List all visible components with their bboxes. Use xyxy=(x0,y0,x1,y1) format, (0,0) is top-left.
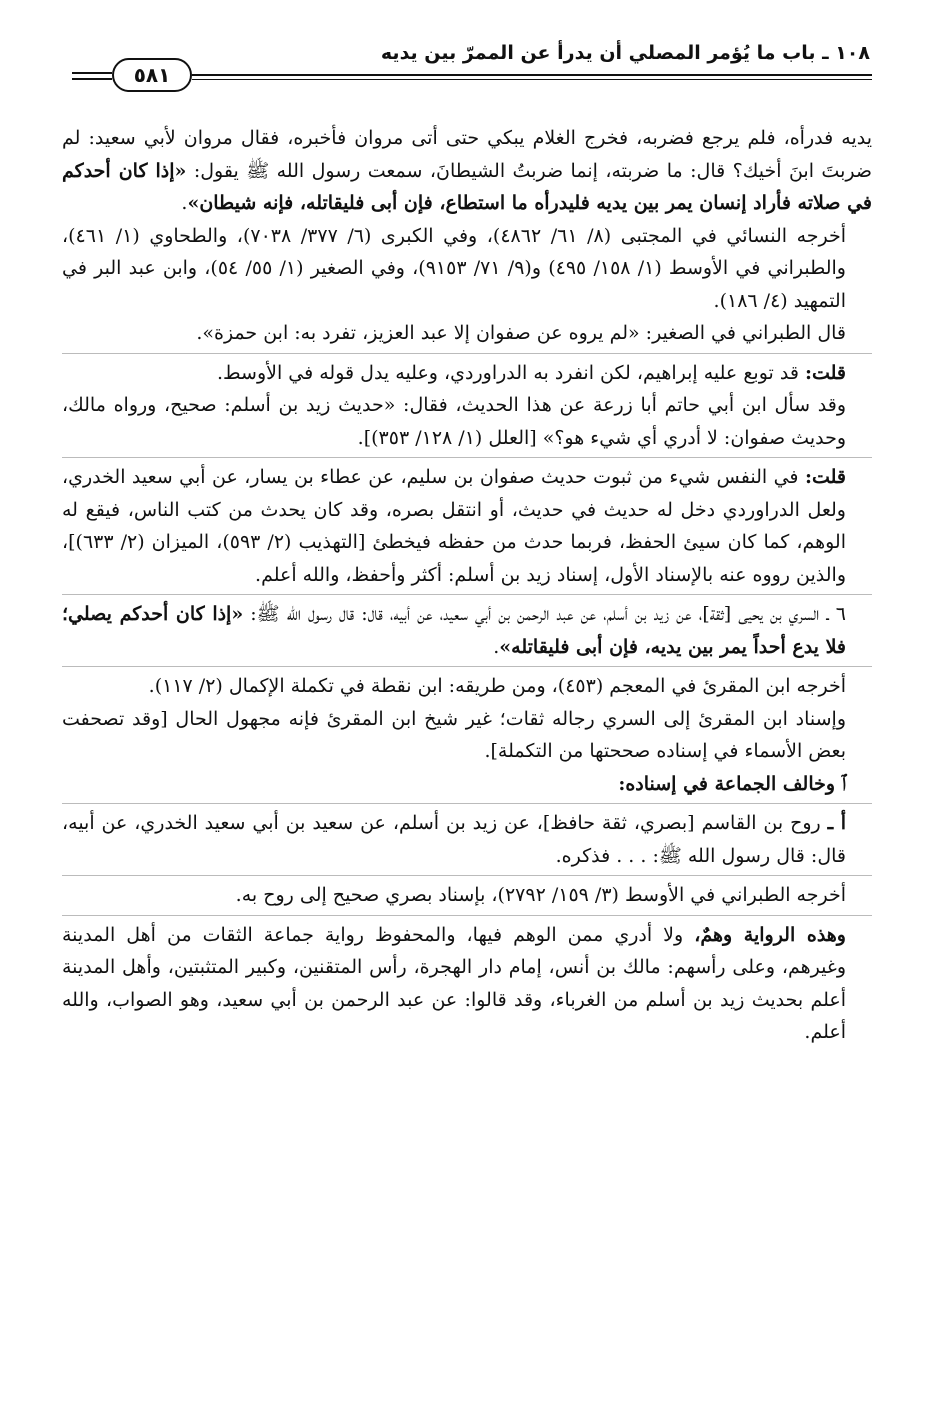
page-number-badge: ٥٨١ xyxy=(112,58,192,92)
text-run: يديه فدرأه، فلم يرجع فضربه، فخرج الغلام يبكي حتى أتى مروان فأخبره، فقال مروان لأبي سعيد: لم ضربتَ ابنَ أخيك؟ قال: ما ضربته، إنما ضربتُ الشيطانَ، سمعت رسول الله ﷺ يقول: xyxy=(62,127,872,182)
text-run: وإسناد ابن المقرئ إلى السري رجاله ثقات؛ غير شيخ ابن المقرئ فإنه مجهول الحال [وقد تصحفت بعض الأسماء في إسناده صححتها من التكملة]. xyxy=(62,707,846,762)
bold-text: قلت: xyxy=(804,361,846,384)
paragraph xyxy=(62,670,872,703)
paragraph xyxy=(62,919,872,1049)
text-run: قد توبع عليه إبراهيم، لكن انفرد به الدراوردي، وعليه يدل قوله في الأوسط. xyxy=(216,361,805,384)
paragraph xyxy=(62,220,872,318)
bold-text: «إذا كان أحدكم في صلاته فأراد إنسان يمر بين يديه فليدرأه ما استطاع، فإن أبى فليقاتله، فإنه شيطان» xyxy=(62,159,872,214)
header-rule xyxy=(192,74,872,76)
text-run: أخرجه ابن المقرئ في المعجم (٤٥٣)، ومن طريقه: ابن نقطة في تكملة الإكمال (٢/ ١١٧). xyxy=(148,675,846,697)
paragraph xyxy=(62,317,872,350)
paragraph xyxy=(62,807,872,872)
text-run: . xyxy=(493,635,500,658)
badge-line-top xyxy=(72,72,112,74)
paragraph xyxy=(62,768,872,801)
text-run: أخرجه الطبراني في الأوسط (٣/ ١٥٩/ ٢٧٩٢)، بإسناد بصري صحيح إلى روح به. xyxy=(235,884,846,906)
header-rule-thin xyxy=(192,79,872,80)
text-run: قال الطبراني في الصغير: «لم يروه عن صفوان إلا عبد العزيز، تفرد به: ابن حمزة». xyxy=(196,322,846,344)
bold-text: «إذا كان أحدكم يصلي؛ فلا يدع أحداً يمر بين يديه، فإن أبى فليقاتله» xyxy=(62,603,846,658)
page-body xyxy=(62,122,872,1049)
paragraph xyxy=(62,357,872,390)
paragraph xyxy=(62,122,872,220)
paragraph xyxy=(62,461,872,591)
text-run: في النفس شيء من ثبوت حديث صفوان بن سليم، عن عطاء بن يسار، عن أبي سعيد الخدري، ولعل الدراوردي دخل له حديث في حديث، أو انتقل بصره، وقد كان يحدث من كتب الناس، فيقع له الوهم، كما كان سيئ الحفظ، فربما حدث من حفظه فيخطئ [التهذيب (٢/ ٥٩٣)، الميزان (٢/ ٦٣٣)]، والذين رووه عنه بالإسناد الأول، إسناد زيد بن أسلم: أكثر وأحفظ، والله أعلم. xyxy=(62,466,846,586)
page-header xyxy=(62,36,872,94)
bold-text: قلت: xyxy=(804,466,846,488)
text-run: أخرجه النسائي في المجتبى (٨/ ٦١/ ٤٨٦٢)، وفي الكبرى (٦/ ٣٧٧/ ٧٠٣٨)، والطحاوي (١/ ٤٦١)، والطبراني في الأوسط (١/ ١٥٨/ ٤٩٥) و(٩/ ٧١/ ٩١٥٣)، وفي الصغير (١/ ٥٥/ ٥٤)، وابن عبد البر في التمهيد (٤/ ١٨٦). xyxy=(62,224,847,312)
bold-text: أ ـ xyxy=(827,812,846,834)
text-run: ٦ ـ السري بن يحيى [ثقة]، عن زيد بن أسلم، عن عبد الرحمن بن أبي سعيد، عن أبيه، قال: قال رسول الله ﷺ: xyxy=(243,603,846,625)
paragraph xyxy=(62,879,872,912)
paragraph-separator xyxy=(62,353,872,354)
paragraph-separator xyxy=(62,666,872,667)
paragraph-separator xyxy=(62,594,872,595)
text-run: . xyxy=(181,192,188,214)
paragraph xyxy=(62,703,872,768)
paragraph xyxy=(62,598,872,663)
badge-line-bottom xyxy=(72,78,112,80)
text-run: روح بن القاسم [بصري، ثقة حافظ]، عن زيد بن أسلم، عن سعيد بن أبي سعيد الخدري، عن أبيه، قال: قال رسول الله ﷺ: . . . فذكره. xyxy=(62,812,846,867)
text-run: ولا أدري ممن الوهم فيها، والمحفوظ رواية جماعة الثقات من أهل المدينة وغيرهم، وعلى رأسهم: مالك بن أنس، إمام دار الهجرة، رأس المتقنين، وكبير المتثبتين، وأهل المدينة أعلم بحديث زيد بن أسلم من الغرباء، وقد قالوا: عن عبد الرحمن بن أبي سعيد، وهو الصواب، والله أعلم. xyxy=(62,923,846,1043)
paragraph-separator xyxy=(62,915,872,916)
paragraph-separator xyxy=(62,875,872,876)
bold-text: وهذه الرواية وهمٌ، xyxy=(694,923,846,946)
paragraph-separator xyxy=(62,457,872,458)
bold-text: ﭐ وخالف الجماعة في إسناده: xyxy=(618,772,846,795)
running-head: ١٠٨ ـ باب ما يُؤمر المصلي أن يدرأ عن الممرّ بين يديه xyxy=(380,42,870,64)
paragraph-separator xyxy=(62,803,872,804)
book-page xyxy=(62,36,872,1376)
paragraph xyxy=(62,389,872,454)
text-run: وقد سأل ابن أبي حاتم أبا زرعة عن هذا الحديث، فقال: «حديث زيد بن أسلم: صحيح، ورواه مالك، وحديث صفوان: لا أدري أي شيء هو؟» [العلل (١/ ١٢٨/ ٣٥٣)]. xyxy=(62,394,846,449)
